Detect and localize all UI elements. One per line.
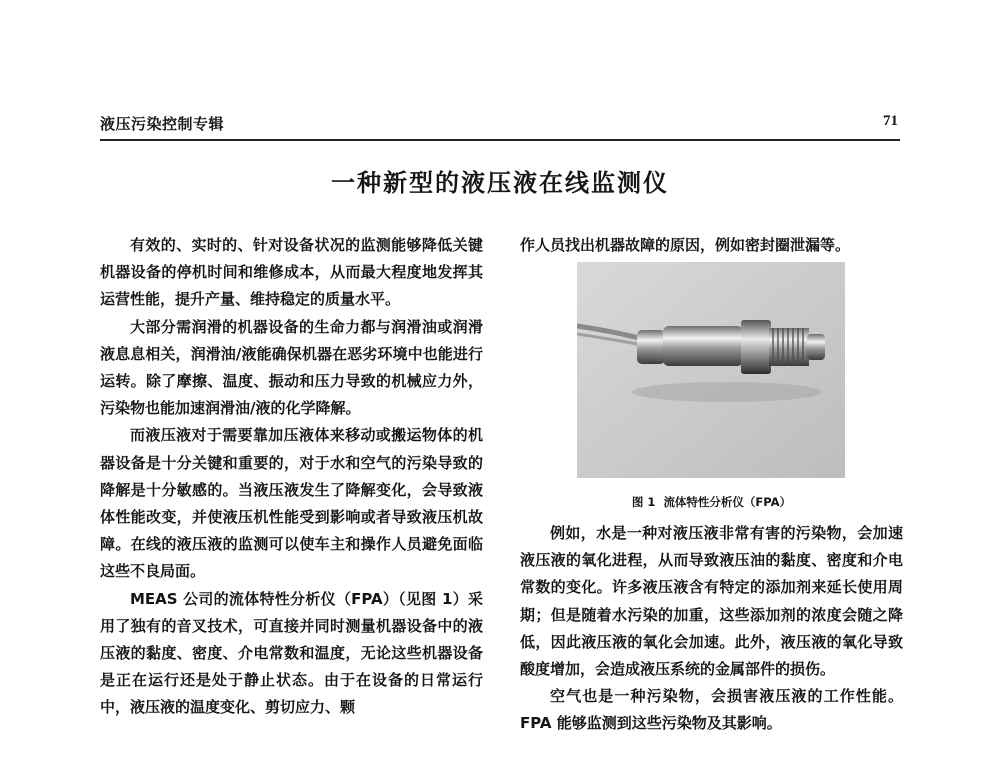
paragraph: 有效的、实时的、针对设备状况的监测能够降低关键机器设备的停机时间和维修成本，从而最大程度地发挥其运营性能，提升产量、维持稳定的质量水平。 (100, 236, 483, 309)
left-column (100, 232, 483, 722)
paragraph: 大部分需润滑的机器设备的生命力都与润滑油或润滑液息息相关，润滑油/液能确保机器在恶劣环境中也能进行运转。除了摩擦、温度、振动和压力导致的机械应力外，污染物也能加速润滑油/液的化学降解。 (100, 317, 483, 418)
article-title: 一种新型的液压液在线监测仪 (331, 169, 669, 197)
paragraph: MEAS 公司的流体特性分析仪（FPA）（见图 1）采用了独有的音叉技术，可直接并同时测量机器设备中的液压液的黏度、密度、介电常数和温度，无论这些机器设备是正在运行还是处于静止状态。由于在设备的日常运行中，液压液的温度变化、剪切应力、颗 (100, 589, 483, 717)
figure-caption (520, 494, 903, 510)
running-header (100, 113, 900, 141)
fpa-sensor-photo (577, 262, 845, 478)
paragraph: 而液压液对于需要靠加压液体来移动或搬运物体的机器设备是十分关键和重要的，对于水和空气的污染导致的降解是十分敏感的。当液压液发生了降解变化，会导致液体性能改变，并使液压机性能受到影响或者导致液压机故障。在线的液压液的监测可以使车主和操作人员避免面临这些不良局面。 (100, 426, 483, 581)
paragraph: 空气也是一种污染物，会损害液压液的工作性能。FPA 能够监测到这些污染物及其影响。 (520, 687, 903, 733)
figure-label: 图 1 (631, 495, 656, 509)
figure-caption-text: 流体特性分析仪（FPA） (663, 495, 792, 509)
figure-1-photo (577, 262, 845, 478)
paragraph-continuation: 作人员找出机器故障的原因，例如密封圈泄漏等。 (520, 236, 851, 254)
right-column-top (520, 232, 903, 259)
paragraph: 例如，水是一种对液压液非常有害的污染物，会加速液压液的氧化进程，从而导致液压油的黏度、密度和介电常数的变化。许多液压液含有特定的添加剂来延长使用周期；但是随着水污染的加重，这些添加剂的浓度会随之降低，因此液压液的氧化会加速。此外，液压液的氧化导致酸度增加，会造成液压系统的金属部件的损伤。 (520, 524, 903, 679)
page-number: 71 (883, 113, 898, 129)
section-label: 液压污染控制专辑 (100, 115, 225, 133)
right-column-bottom (520, 520, 903, 738)
